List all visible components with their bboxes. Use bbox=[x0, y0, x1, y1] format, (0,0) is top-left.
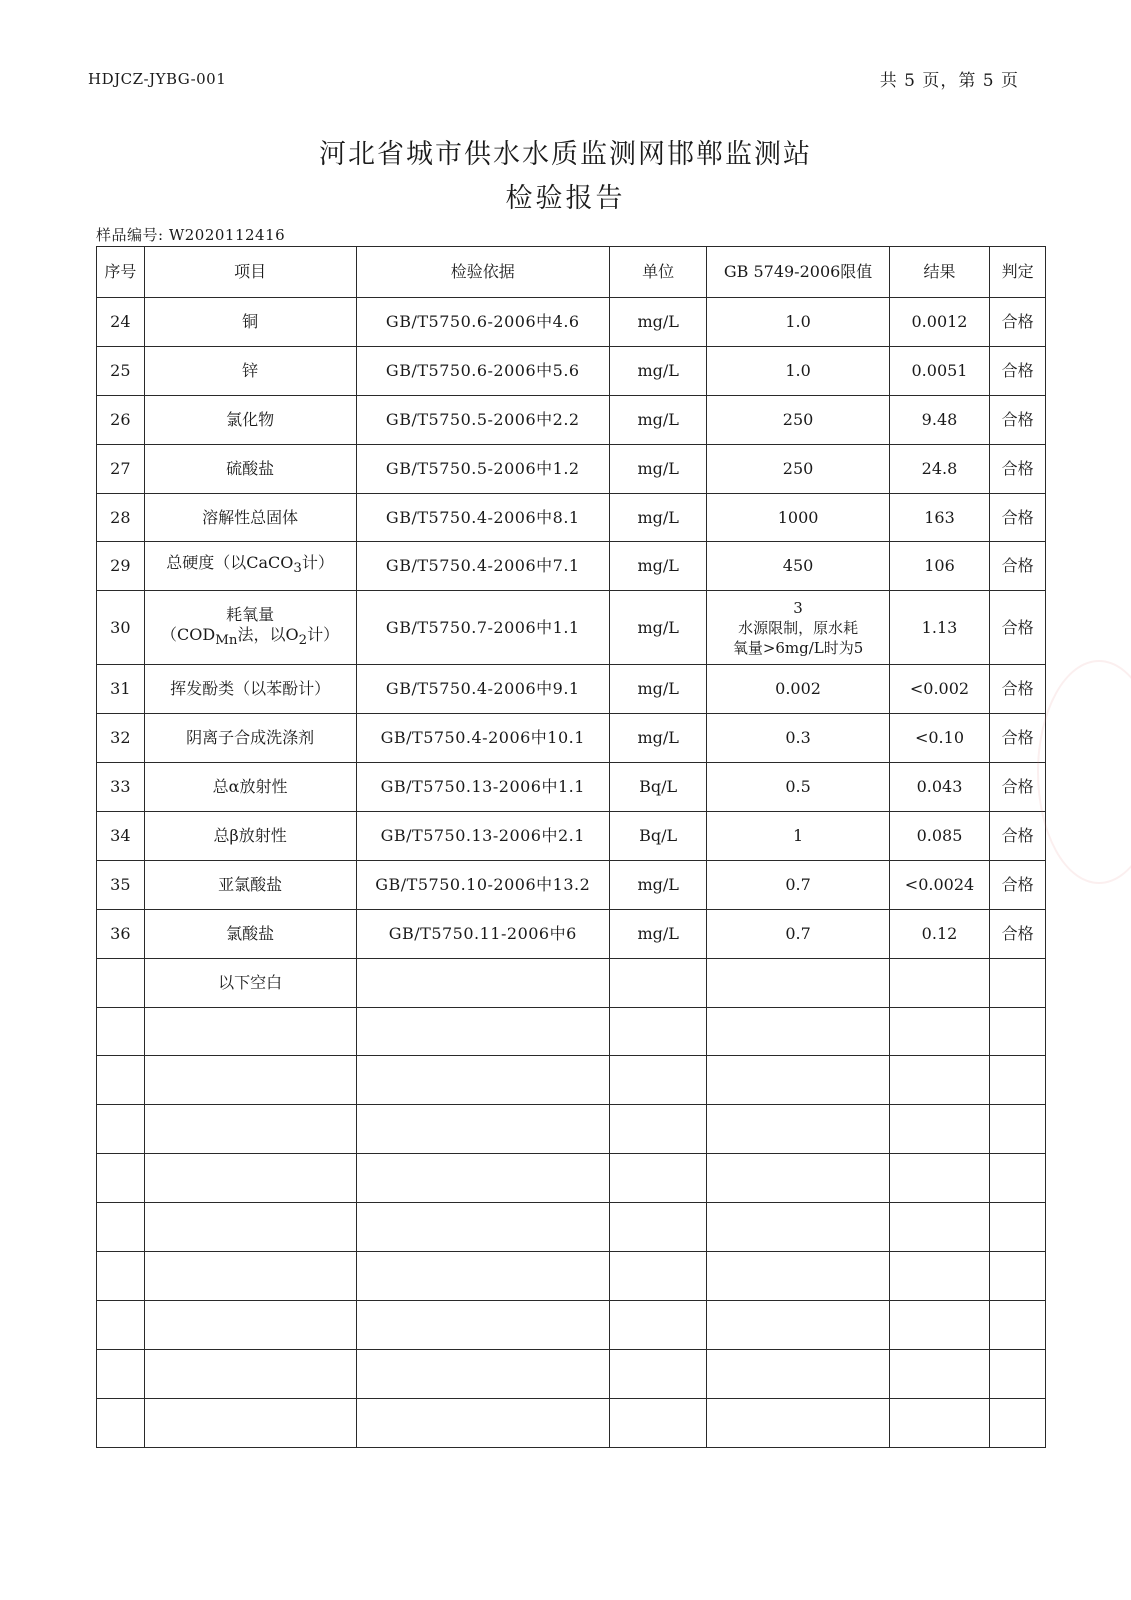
empty-cell bbox=[889, 1300, 989, 1349]
empty-row bbox=[97, 1349, 1046, 1398]
cell-item: 挥发酚类（以苯酚计） bbox=[144, 665, 356, 714]
empty-cell bbox=[97, 1105, 145, 1154]
item-subscript: 2 bbox=[298, 632, 308, 648]
item-text: 计） bbox=[307, 624, 340, 644]
cell-result: 0.085 bbox=[889, 812, 989, 861]
cell-method: GB/T5750.10-2006中13.2 bbox=[356, 860, 609, 909]
header-method: 检验依据 bbox=[356, 247, 609, 298]
cell-judge: 合格 bbox=[990, 714, 1046, 763]
cell-judge: 合格 bbox=[990, 812, 1046, 861]
cell-method: GB/T5750.4-2006中7.1 bbox=[356, 542, 609, 591]
cell-limit: 250 bbox=[707, 395, 889, 444]
cell-no: 33 bbox=[97, 763, 145, 812]
empty-cell bbox=[610, 1105, 707, 1154]
cell-no: 29 bbox=[97, 542, 145, 591]
empty-cell bbox=[990, 1398, 1046, 1447]
empty-cell bbox=[889, 1105, 989, 1154]
empty-cell bbox=[144, 1349, 356, 1398]
header-unit: 单位 bbox=[610, 247, 707, 298]
cell-method: GB/T5750.4-2006中8.1 bbox=[356, 493, 609, 542]
empty-cell bbox=[610, 1398, 707, 1447]
cell-method: GB/T5750.13-2006中2.1 bbox=[356, 812, 609, 861]
cell-limit: 1 bbox=[707, 812, 889, 861]
cell-no bbox=[97, 958, 145, 1007]
empty-cell bbox=[707, 1105, 889, 1154]
empty-row bbox=[97, 1398, 1046, 1447]
cell-result: <0.002 bbox=[889, 665, 989, 714]
cell-judge: 合格 bbox=[990, 591, 1046, 665]
page-info: 共 5 页，第 5 页 bbox=[879, 71, 1019, 91]
empty-cell bbox=[990, 1056, 1046, 1105]
cell-item: 氯酸盐 bbox=[144, 909, 356, 958]
cell-limit bbox=[707, 591, 889, 665]
table-row bbox=[97, 665, 1046, 714]
empty-cell bbox=[889, 1252, 989, 1301]
cell-method: GB/T5750.4-2006中10.1 bbox=[356, 714, 609, 763]
empty-cell bbox=[990, 1007, 1046, 1056]
item-text: 总硬度（以CaCO bbox=[166, 553, 294, 573]
empty-row bbox=[97, 1300, 1046, 1349]
blank-note-row bbox=[97, 958, 1046, 1007]
cell-item: 溶解性总固体 bbox=[144, 493, 356, 542]
cell-limit: 0.002 bbox=[707, 665, 889, 714]
cell-no: 24 bbox=[97, 298, 145, 347]
cell-limit: 1000 bbox=[707, 493, 889, 542]
item-subscript: 3 bbox=[293, 561, 302, 577]
table-row bbox=[97, 860, 1046, 909]
empty-cell bbox=[97, 1252, 145, 1301]
cell-result: 0.043 bbox=[889, 763, 989, 812]
cell-unit: mg/L bbox=[610, 860, 707, 909]
empty-cell bbox=[889, 958, 989, 1007]
empty-row bbox=[97, 1056, 1046, 1105]
cell-judge: 合格 bbox=[990, 444, 1046, 493]
empty-cell bbox=[144, 1398, 356, 1447]
empty-cell bbox=[707, 1056, 889, 1105]
empty-row bbox=[97, 1252, 1046, 1301]
table-row bbox=[97, 591, 1046, 665]
cell-judge: 合格 bbox=[990, 665, 1046, 714]
cell-unit: Bq/L bbox=[610, 763, 707, 812]
header-result: 结果 bbox=[889, 247, 989, 298]
cell-judge: 合格 bbox=[990, 542, 1046, 591]
limit-line: 氧量>6mg/L时为5 bbox=[732, 638, 864, 657]
empty-cell bbox=[144, 1154, 356, 1203]
empty-cell bbox=[356, 1252, 609, 1301]
cell-limit: 0.7 bbox=[707, 909, 889, 958]
cell-result: 9.48 bbox=[889, 395, 989, 444]
empty-cell bbox=[356, 1056, 609, 1105]
empty-cell bbox=[356, 1398, 609, 1447]
empty-cell bbox=[707, 1349, 889, 1398]
empty-cell bbox=[889, 1007, 989, 1056]
cell-result: 1.13 bbox=[889, 591, 989, 665]
limit-line: 3 bbox=[793, 598, 803, 617]
header-limit: GB 5749-2006限值 bbox=[707, 247, 889, 298]
item-text: （COD bbox=[161, 624, 216, 644]
cell-method: GB/T5750.5-2006中2.2 bbox=[356, 395, 609, 444]
item-subscript: Mn bbox=[215, 632, 238, 648]
cell-no: 26 bbox=[97, 395, 145, 444]
cell-unit: mg/L bbox=[610, 298, 707, 347]
cell-item: 亚氯酸盐 bbox=[144, 860, 356, 909]
table-row bbox=[97, 812, 1046, 861]
cell-result: 163 bbox=[889, 493, 989, 542]
header-item: 项目 bbox=[144, 247, 356, 298]
empty-cell bbox=[144, 1007, 356, 1056]
table-row bbox=[97, 298, 1046, 347]
empty-cell bbox=[610, 958, 707, 1007]
results-table bbox=[96, 246, 1046, 1448]
cell-unit: mg/L bbox=[610, 444, 707, 493]
empty-cell bbox=[610, 1007, 707, 1056]
item-text: 计） bbox=[301, 553, 334, 573]
empty-cell bbox=[610, 1252, 707, 1301]
empty-cell bbox=[707, 1252, 889, 1301]
cell-result: <0.0024 bbox=[889, 860, 989, 909]
empty-cell bbox=[707, 1007, 889, 1056]
table-row bbox=[97, 909, 1046, 958]
empty-row bbox=[97, 1203, 1046, 1252]
cell-no: 25 bbox=[97, 346, 145, 395]
empty-cell bbox=[97, 1398, 145, 1447]
cell-judge: 合格 bbox=[990, 909, 1046, 958]
cell-item bbox=[144, 591, 356, 665]
cell-item: 氯化物 bbox=[144, 395, 356, 444]
item-line bbox=[147, 625, 354, 651]
cell-no: 36 bbox=[97, 909, 145, 958]
cell-limit: 0.5 bbox=[707, 763, 889, 812]
table-header-row bbox=[97, 247, 1046, 298]
cell-limit: 0.7 bbox=[707, 860, 889, 909]
cell-no: 28 bbox=[97, 493, 145, 542]
cell-no: 27 bbox=[97, 444, 145, 493]
table-row bbox=[97, 395, 1046, 444]
sample-number: 样品编号: W2020112416 bbox=[96, 226, 286, 244]
cell-item: 阴离子合成洗涤剂 bbox=[144, 714, 356, 763]
empty-cell bbox=[144, 1105, 356, 1154]
cell-limit: 0.3 bbox=[707, 714, 889, 763]
empty-cell bbox=[356, 1349, 609, 1398]
cell-no: 35 bbox=[97, 860, 145, 909]
empty-cell bbox=[889, 1349, 989, 1398]
cell-result: 0.0051 bbox=[889, 346, 989, 395]
limit-line: 水源限制，原水耗 bbox=[738, 618, 859, 637]
cell-method: GB/T5750.5-2006中1.2 bbox=[356, 444, 609, 493]
empty-cell bbox=[707, 1154, 889, 1203]
cell-item: 总β放射性 bbox=[144, 812, 356, 861]
cell-limit: 1.0 bbox=[707, 298, 889, 347]
empty-cell bbox=[97, 1300, 145, 1349]
cell-item: 锌 bbox=[144, 346, 356, 395]
empty-cell bbox=[707, 1300, 889, 1349]
cell-result: 0.12 bbox=[889, 909, 989, 958]
empty-row bbox=[97, 1007, 1046, 1056]
cell-unit: mg/L bbox=[610, 346, 707, 395]
empty-cell bbox=[144, 1300, 356, 1349]
cell-limit: 450 bbox=[707, 542, 889, 591]
empty-cell bbox=[889, 1398, 989, 1447]
cell-judge: 合格 bbox=[990, 346, 1046, 395]
cell-item: 总α放射性 bbox=[144, 763, 356, 812]
cell-result: 106 bbox=[889, 542, 989, 591]
empty-cell bbox=[707, 1203, 889, 1252]
cell-unit: mg/L bbox=[610, 493, 707, 542]
table-row bbox=[97, 493, 1046, 542]
empty-cell bbox=[356, 1300, 609, 1349]
item-text: 法，以O bbox=[237, 624, 299, 644]
empty-cell bbox=[990, 1154, 1046, 1203]
empty-cell bbox=[144, 1056, 356, 1105]
table-row bbox=[97, 444, 1046, 493]
empty-cell bbox=[990, 1349, 1046, 1398]
cell-item: 铜 bbox=[144, 298, 356, 347]
cell-judge: 合格 bbox=[990, 860, 1046, 909]
empty-row bbox=[97, 1154, 1046, 1203]
empty-cell bbox=[610, 1203, 707, 1252]
empty-cell bbox=[610, 1056, 707, 1105]
cell-unit: mg/L bbox=[610, 542, 707, 591]
cell-method: GB/T5750.7-2006中1.1 bbox=[356, 591, 609, 665]
empty-cell bbox=[144, 1203, 356, 1252]
empty-cell bbox=[707, 1398, 889, 1447]
table-row bbox=[97, 714, 1046, 763]
cell-method: GB/T5750.4-2006中9.1 bbox=[356, 665, 609, 714]
document-code: HDJCZ-JYBG-001 bbox=[88, 70, 227, 88]
cell-limit: 1.0 bbox=[707, 346, 889, 395]
empty-cell bbox=[97, 1203, 145, 1252]
empty-cell bbox=[356, 1105, 609, 1154]
cell-unit: mg/L bbox=[610, 714, 707, 763]
empty-cell bbox=[356, 1007, 609, 1056]
empty-cell bbox=[356, 1154, 609, 1203]
cell-no: 32 bbox=[97, 714, 145, 763]
cell-result: 24.8 bbox=[889, 444, 989, 493]
cell-judge: 合格 bbox=[990, 763, 1046, 812]
empty-cell bbox=[356, 958, 609, 1007]
cell-unit: Bq/L bbox=[610, 812, 707, 861]
empty-cell bbox=[889, 1154, 989, 1203]
empty-cell bbox=[990, 1252, 1046, 1301]
cell-result: <0.10 bbox=[889, 714, 989, 763]
cell-no: 31 bbox=[97, 665, 145, 714]
cell-judge: 合格 bbox=[990, 493, 1046, 542]
empty-cell bbox=[97, 1056, 145, 1105]
empty-cell bbox=[707, 958, 889, 1007]
table-row bbox=[97, 763, 1046, 812]
table-row bbox=[97, 542, 1046, 591]
empty-cell bbox=[990, 1300, 1046, 1349]
empty-cell bbox=[144, 1252, 356, 1301]
report-title: 河北省城市供水水质监测网邯郸监测站 bbox=[319, 139, 812, 170]
cell-limit: 250 bbox=[707, 444, 889, 493]
cell-method: GB/T5750.13-2006中1.1 bbox=[356, 763, 609, 812]
header-no: 序号 bbox=[97, 247, 145, 298]
cell-unit: mg/L bbox=[610, 665, 707, 714]
empty-row bbox=[97, 1105, 1046, 1154]
empty-cell bbox=[889, 1056, 989, 1105]
item-line: 耗氧量 bbox=[226, 604, 275, 624]
cell-item bbox=[144, 542, 356, 591]
cell-method: GB/T5750.6-2006中5.6 bbox=[356, 346, 609, 395]
empty-cell bbox=[356, 1203, 609, 1252]
faint-seal-mark bbox=[1037, 660, 1131, 884]
empty-cell bbox=[990, 1203, 1046, 1252]
empty-cell bbox=[610, 1349, 707, 1398]
blank-note: 以下空白 bbox=[144, 958, 356, 1007]
cell-unit: mg/L bbox=[610, 395, 707, 444]
cell-unit: mg/L bbox=[610, 591, 707, 665]
empty-cell bbox=[990, 1105, 1046, 1154]
cell-judge: 合格 bbox=[990, 395, 1046, 444]
table-row bbox=[97, 346, 1046, 395]
empty-cell bbox=[610, 1300, 707, 1349]
cell-judge: 合格 bbox=[990, 298, 1046, 347]
cell-method: GB/T5750.11-2006中6 bbox=[356, 909, 609, 958]
empty-cell bbox=[97, 1007, 145, 1056]
cell-method: GB/T5750.6-2006中4.6 bbox=[356, 298, 609, 347]
empty-cell bbox=[97, 1154, 145, 1203]
cell-unit: mg/L bbox=[610, 909, 707, 958]
empty-cell bbox=[97, 1349, 145, 1398]
cell-no: 34 bbox=[97, 812, 145, 861]
report-subtitle: 检验报告 bbox=[505, 183, 626, 214]
cell-item: 硫酸盐 bbox=[144, 444, 356, 493]
empty-cell bbox=[610, 1154, 707, 1203]
cell-no: 30 bbox=[97, 591, 145, 665]
empty-cell bbox=[889, 1203, 989, 1252]
header-judge: 判定 bbox=[990, 247, 1046, 298]
empty-cell bbox=[990, 958, 1046, 1007]
cell-result: 0.0012 bbox=[889, 298, 989, 347]
